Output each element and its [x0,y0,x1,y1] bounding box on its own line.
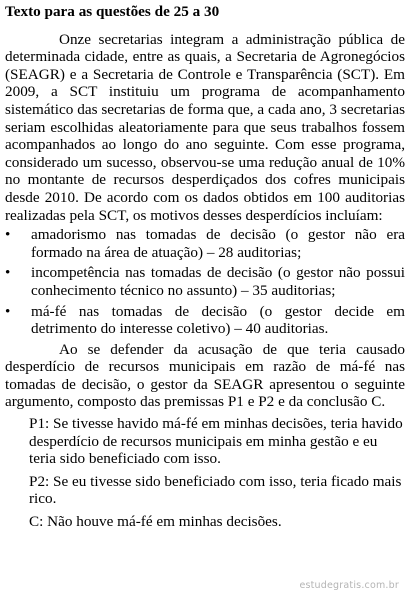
list-item-text: amadorismo nas tomadas de decisão (o gestor não era formado na área de atuação) – 28 auditorias; [31,226,405,261]
argument-paragraph: Ao se defender da acusação de que teria causado desperdício de recursos municipais em razão de má-fé nas tomadas de decisão, o gestor da SEAGR apresentou o seguinte argumento, composto das premissas P1 e P2 e da conclusão C. [5,340,405,411]
list-item-text: incompetência nas tomadas de decisão (o gestor não possui conhecimento técnico no assunto) – 35 auditorias; [31,264,405,299]
bullet-icon: • [5,264,11,282]
site-watermark: estudegratis.com.br [299,580,399,591]
list-item [5,264,405,299]
conclusion-c: C: Não houve má-fé em minhas decisões. [29,513,282,531]
list-item-text: má-fé nas tomadas de decisão (o gestor decide em detrimento do interesse coletivo) – 40 auditorias. [31,302,405,338]
waste-reasons-list [5,226,405,338]
list-item [5,303,405,338]
premise-p1: P1: Se tivesse havido má-fé em minhas decisões, teria havido desperdício de recursos municipais em minha gestão e eu teria sido beneficiado com isso. [29,415,403,468]
premise-p2: P2: Se eu tivesse sido beneficiado com isso, teria ficado mais rico. [29,472,402,508]
list-item [5,226,405,261]
bullet-icon: • [5,302,11,320]
intro-paragraph: Onze secretarias integram a administração pública de determinada cidade, entre as quais, a Secretaria de Agronegócios (SEAGR) e a Secretaria de Controle e Transparência (SCT). Em 2009, a SCT instituiu um programa de acompanhamento sistemático das secretarias de forma que, a cada ano, 3 secretarias seriam escolhidas aleatoriamente para que seus trabalhos fossem acompanhados ao longo do ano seguinte. Com esse programa, considerado um sucesso, observou-se uma redução anual de 10% no montante de recursos desperdiçados dos cofres municipais desde 2010. De acordo com os dados obtidos em 100 auditorias realizadas pela SCT, os motivos desses desperdícios incluíam: [5,30,405,224]
section-heading: Texto para as questões de 25 a 30 [5,3,220,20]
bullet-icon: • [5,226,11,244]
